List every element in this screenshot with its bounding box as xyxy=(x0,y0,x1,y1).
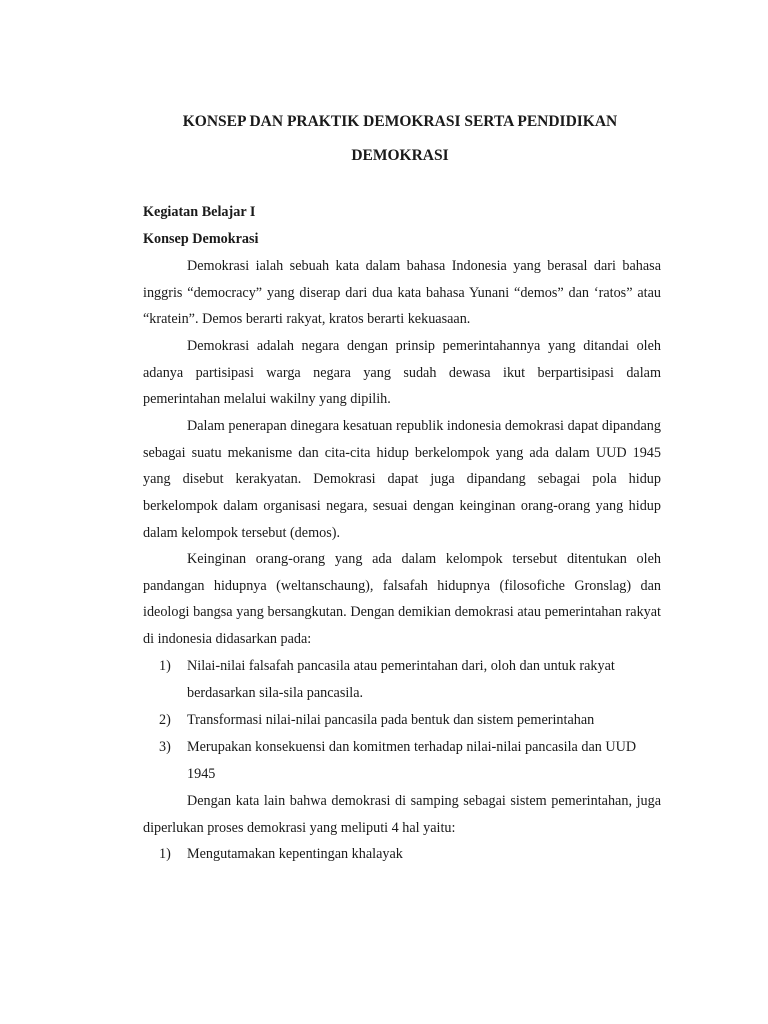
list-item xyxy=(143,653,661,706)
paragraph-5: Dengan kata lain bahwa demokrasi di samping sebagai sistem pemerintahan, juga diperlukan proses demokrasi yang meliputi 4 hal yaitu: xyxy=(143,793,661,836)
document-title xyxy=(120,105,680,173)
list-item-text: Transformasi nilai-nilai pancasila pada bentuk dan sistem pemerintahan xyxy=(187,712,595,728)
list-item-text: Mengutamakan kepentingan khalayak xyxy=(187,846,403,862)
list-item-number: 3) xyxy=(159,739,171,755)
section-title: Konsep Demokrasi xyxy=(143,231,259,247)
list-item-number: 2) xyxy=(159,712,171,728)
paragraph-2: Demokrasi adalah negara dengan prinsip pemerintahannya yang ditandai oleh adanya partisipasi warga negara yang sudah dewasa ikut berpartisipasi dalam pemerintahan melalui wakilny yang dipilih. xyxy=(143,338,661,408)
paragraph-4: Keinginan orang-orang yang ada dalam kelompok tersebut ditentukan oleh pandangan hidupnya (weltanschaung), falsafah hidupnya (filosofiche Gronslag) dan ideologi bangsa yang bersangkutan. Dengan demikian demokrasi atau pemerintahan rakyat di indonesia didasarkan pada: xyxy=(143,551,661,648)
paragraph-3: Dalam penerapan dinegara kesatuan republik indonesia demokrasi dapat dipandang sebagai suatu mekanisme dan cita-cita hidup berkelompok yang ada dalam UUD 1945 yang disebut kerakyatan. Demokrasi dapat juga dipandang sebagai pola hidup berkelompok dalam organisasi negara, sesuai dengan keinginan orang-orang yang hidup dalam kelompok tersebut (demos). xyxy=(143,418,661,541)
list-item-text: Nilai-nilai falsafah pancasila atau pemerintahan dari, oloh dan untuk rakyat berdasarkan sila-sila pancasila. xyxy=(187,658,615,701)
list-item-number: 1) xyxy=(159,846,171,862)
list-item-text: Merupakan konsekuensi dan komitmen terhadap nilai-nilai pancasila dan UUD 1945 xyxy=(187,739,637,782)
section-label: Kegiatan Belajar I xyxy=(143,204,256,220)
title-line-2: DEMOKRASI xyxy=(351,147,449,164)
paragraph-1: Demokrasi ialah sebuah kata dalam bahasa Indonesia yang berasal dari bahasa inggris “democracy” yang diserap dari dua kata bahasa Yunani “demos” dan ‘ratos” atau “kratein”. Demos berarti rakyat, kratos berarti kekuasaan. xyxy=(143,258,661,328)
title-line-1: KONSEP DAN PRAKTIK DEMOKRASI SERTA PENDIDIKAN xyxy=(182,113,618,130)
list-item-number: 1) xyxy=(159,658,171,674)
list-item xyxy=(143,707,661,734)
list-item xyxy=(143,841,661,868)
list-item xyxy=(143,734,661,787)
